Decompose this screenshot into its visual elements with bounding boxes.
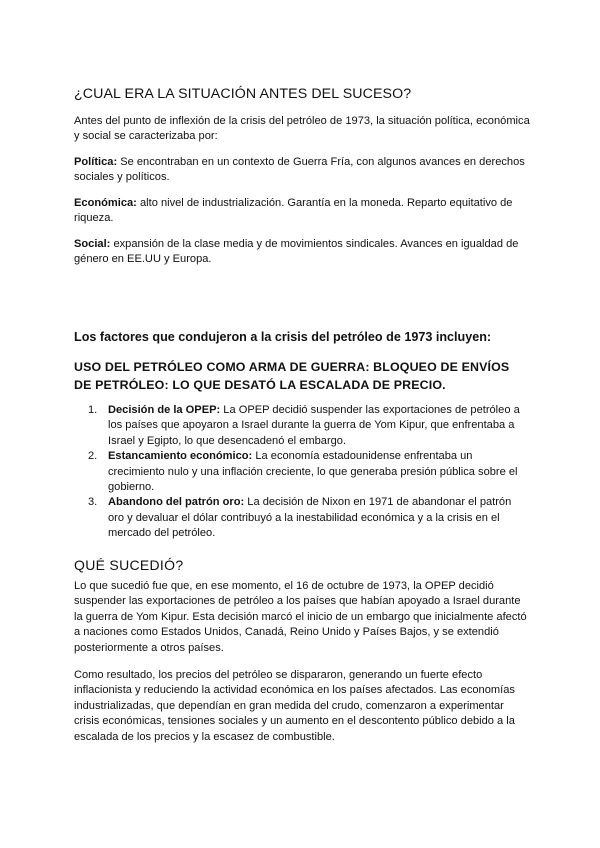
social-text: expansión de la clase media y de movimientos sindicales. Avances en igualdad de género en EE.UU y Europa. bbox=[74, 238, 519, 266]
list-item-text: La decisión de Nixon en 1971 de abandonar el patrón oro y devaluar el dólar contribuyó a la inestabilidad económica y a la crisis en el mercado del petróleo. bbox=[108, 496, 512, 540]
list-item bbox=[88, 449, 530, 495]
economy-label: Económica: bbox=[74, 197, 137, 209]
economy-text: alto nivel de industrialización. Garantía en la moneda. Reparto equitativo de riqueza. bbox=[74, 197, 513, 225]
what-happened-paragraph-2: Como resultado, los precios del petróleo se dispararon, generando un fuerte efecto inflacionista y reduciendo la actividad económica en los países afectados. Las economías industrializadas, que dependían en gran medida del crudo, comenzaron a experimentar crisis económicas, tensiones sociales y un aumento en el descontento público debido a la escalada de los precios y la escasez de combustible. bbox=[74, 669, 515, 743]
intro-paragraph: Antes del punto de inflexión de la crisis del petróleo de 1973, la situación política, económica y social se caracterizaba por: bbox=[74, 115, 530, 143]
social-paragraph bbox=[74, 237, 530, 268]
list-item-label: Estancamiento económico: bbox=[108, 450, 253, 463]
factors-heading: Los factores que condujeron a la crisis del petróleo de 1973 incluyen: bbox=[74, 330, 492, 344]
list-item-label: Decisión de la OPEP: bbox=[108, 404, 221, 416]
list-item-text: La economía estadounidense enfrentaba un crecimiento nulo y una inflación creciente, lo que generaba presión pública sobre el gobierno. bbox=[108, 450, 518, 494]
politics-label: Política: bbox=[74, 156, 118, 168]
social-label: Social: bbox=[74, 238, 111, 250]
what-happened-heading: QUÉ SUCEDIÓ? bbox=[74, 557, 184, 573]
list-number: 2. bbox=[88, 450, 98, 463]
section-title-situation: ¿CUAL ERA LA SITUACIÓN ANTES DEL SUCESO? bbox=[74, 86, 412, 102]
what-happened-paragraph-1: Lo que sucedió fue que, en ese momento, el 16 de octubre de 1973, la OPEP decidió suspender las exportaciones de petróleo a los países que habían apoyado a Israel durante la guerra de Yom Kipur. Esta decisión marcó el inicio de un embargo que inicialmente afectó a naciones como Estados Unidos, Canadá, Reino Unido y Países Bajos, y se extendió posteriormente a otros países. bbox=[74, 580, 527, 654]
economy-paragraph bbox=[74, 196, 530, 227]
politics-text: Se encontraban en un contexto de Guerra Fría, con algunos avances en derechos sociales y políticos. bbox=[74, 156, 525, 184]
politics-paragraph bbox=[74, 155, 530, 186]
list-item-label: Abandono del patrón oro: bbox=[108, 496, 245, 509]
list-item bbox=[88, 495, 530, 541]
list-number: 3. bbox=[88, 496, 98, 509]
factors-list bbox=[88, 403, 530, 542]
list-item bbox=[88, 403, 530, 449]
list-item-text: La OPEP decidió suspender las exportaciones de petróleo a los países que apoyaron a Israel durante la guerra de Yom Kipur, que enfrentaba a Israel y Egipto, lo que desencadenó el embargo. bbox=[108, 404, 520, 447]
list-number: 1. bbox=[88, 404, 98, 416]
oil-weapon-heading: USO DEL PETRÓLEO COMO ARMA DE GUERRA: BLOQUEO DE ENVÍOS DE PETRÓLEO: LO QUE DESATÓ LA ESCALADA DE PRECIO. bbox=[74, 360, 510, 392]
